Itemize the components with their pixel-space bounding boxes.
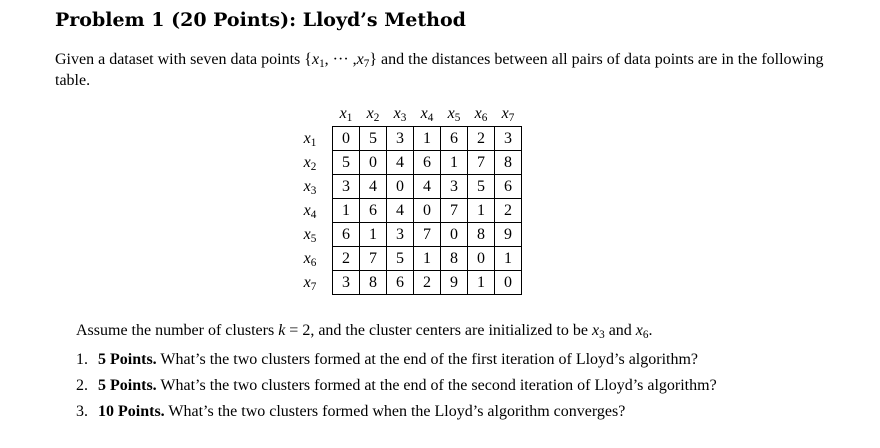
question-number: 2. xyxy=(76,377,88,394)
table-row xyxy=(288,271,522,295)
column-header-sub: 1 xyxy=(346,111,353,124)
set-last-sub: 7 xyxy=(363,57,370,70)
table-cell: 1 xyxy=(333,199,360,223)
column-header xyxy=(360,102,387,127)
question-points: 5 Points. xyxy=(98,351,157,368)
column-header-sub: 4 xyxy=(427,111,434,124)
question-points: 5 Points. xyxy=(98,377,157,394)
row-header-sub: 2 xyxy=(310,160,317,173)
table-cell: 3 xyxy=(333,271,360,295)
row-header-sub: 6 xyxy=(310,256,317,269)
distance-table xyxy=(288,102,522,295)
table-cell: 6 xyxy=(414,151,441,175)
row-header-var: x xyxy=(303,202,311,219)
question-number: 1. xyxy=(76,351,88,368)
table-cell: 0 xyxy=(360,151,387,175)
table-cell: 5 xyxy=(360,127,387,151)
table-cell: 0 xyxy=(414,199,441,223)
table-cell: 0 xyxy=(387,175,414,199)
table-cell: 4 xyxy=(387,151,414,175)
assumption-text-2: = 2, and the cluster centers are initialized to be xyxy=(285,322,592,339)
column-header xyxy=(414,102,441,127)
assumption-text-1: Assume the number of clusters xyxy=(76,322,279,339)
table-cell: 1 xyxy=(414,247,441,271)
table-cell: 6 xyxy=(333,223,360,247)
column-header-sub: 5 xyxy=(454,111,461,124)
column-header xyxy=(468,102,495,127)
table-cell: 7 xyxy=(414,223,441,247)
table-cell: 6 xyxy=(360,199,387,223)
table-cell: 1 xyxy=(414,127,441,151)
table-cell: 4 xyxy=(360,175,387,199)
table-row xyxy=(288,247,522,271)
table-cell: 1 xyxy=(441,151,468,175)
table-cell: 1 xyxy=(360,223,387,247)
assumption-sentence xyxy=(76,322,866,340)
row-header-var: x xyxy=(303,130,311,147)
question-text: What’s the two clusters formed when the Lloyd’s algorithm converges? xyxy=(164,403,626,420)
table-cell: 1 xyxy=(495,247,522,271)
table-cell: 8 xyxy=(360,271,387,295)
question-number: 3. xyxy=(76,403,88,420)
table-corner xyxy=(288,102,333,127)
row-header-sub: 4 xyxy=(310,208,317,221)
table-cell: 5 xyxy=(387,247,414,271)
table-cell: 8 xyxy=(495,151,522,175)
table-cell: 5 xyxy=(468,175,495,199)
row-header xyxy=(288,271,333,295)
row-header xyxy=(288,223,333,247)
table-cell: 1 xyxy=(468,199,495,223)
table-cell: 3 xyxy=(387,223,414,247)
question-text: What’s the two clusters formed at the end of the first iteration of Lloyd’s algorithm? xyxy=(156,351,699,368)
table-cell: 0 xyxy=(495,271,522,295)
column-header-var: x xyxy=(447,105,455,122)
problem-title: Problem 1 (20 Points): Lloyd’s Method xyxy=(55,9,466,31)
center1-sub: 3 xyxy=(599,328,605,341)
table-cell: 4 xyxy=(414,175,441,199)
table-cell: 7 xyxy=(360,247,387,271)
table-cell: 3 xyxy=(495,127,522,151)
table-cell: 9 xyxy=(495,223,522,247)
table-cell: 3 xyxy=(387,127,414,151)
table-row xyxy=(288,199,522,223)
column-header-var: x xyxy=(501,105,509,122)
table-cell: 2 xyxy=(468,127,495,151)
question-list xyxy=(76,347,717,425)
table-cell: 8 xyxy=(441,247,468,271)
column-header-var: x xyxy=(366,105,374,122)
row-header-var: x xyxy=(303,178,311,195)
column-header-var: x xyxy=(339,105,347,122)
table-cell: 3 xyxy=(441,175,468,199)
column-header xyxy=(441,102,468,127)
column-header-sub: 3 xyxy=(400,111,407,124)
table-cell: 2 xyxy=(414,271,441,295)
center2-var: x xyxy=(635,322,643,339)
column-header xyxy=(495,102,522,127)
row-header xyxy=(288,175,333,199)
table-cell: 0 xyxy=(468,247,495,271)
row-header xyxy=(288,199,333,223)
row-header-sub: 3 xyxy=(310,184,317,197)
question-text: What’s the two clusters formed at the end of the second iteration of Lloyd’s algorithm? xyxy=(156,377,717,394)
table-header-row xyxy=(288,102,522,127)
set-first-sub: 1 xyxy=(319,57,325,70)
set-last-var: x xyxy=(356,51,364,68)
column-header-sub: 2 xyxy=(373,111,380,124)
table-cell: 6 xyxy=(387,271,414,295)
table-cell: 3 xyxy=(333,175,360,199)
question-item xyxy=(76,399,717,425)
column-header-sub: 7 xyxy=(508,111,515,124)
table-cell: 6 xyxy=(441,127,468,151)
k-var: k xyxy=(278,322,286,339)
table-cell: 1 xyxy=(468,271,495,295)
question-item xyxy=(76,347,717,373)
row-header-var: x xyxy=(303,226,311,243)
row-header-var: x xyxy=(303,274,311,291)
row-header xyxy=(288,127,333,151)
table-body xyxy=(288,127,522,295)
question-points: 10 Points. xyxy=(98,403,165,420)
table-cell: 9 xyxy=(441,271,468,295)
row-header-var: x xyxy=(303,250,311,267)
row-header-sub: 5 xyxy=(310,232,317,245)
table-cell: 5 xyxy=(333,151,360,175)
table-cell: 8 xyxy=(468,223,495,247)
table-row xyxy=(288,151,522,175)
set-dots: , ··· , xyxy=(324,51,357,68)
assumption-and: and xyxy=(604,322,636,339)
table-row xyxy=(288,175,522,199)
column-header-sub: 6 xyxy=(481,111,488,124)
row-header-sub: 7 xyxy=(310,280,317,293)
question-item xyxy=(76,373,717,399)
intro-text-end: } and the distances between all pairs of data points are in the following table. xyxy=(55,51,824,89)
table-cell: 0 xyxy=(333,127,360,151)
table-cell: 2 xyxy=(495,199,522,223)
row-header xyxy=(288,151,333,175)
column-header xyxy=(333,102,360,127)
table-cell: 6 xyxy=(495,175,522,199)
intro-text-start: Given a dataset with seven data points { xyxy=(55,51,312,68)
row-header xyxy=(288,247,333,271)
intro-paragraph xyxy=(55,49,855,91)
row-header-sub: 1 xyxy=(310,136,317,149)
row-header-var: x xyxy=(303,154,311,171)
column-header-var: x xyxy=(420,105,428,122)
center2-sub: 6 xyxy=(642,328,649,341)
table-cell: 4 xyxy=(387,199,414,223)
set-first-var: x xyxy=(311,51,320,68)
table-cell: 2 xyxy=(333,247,360,271)
table-row xyxy=(288,223,522,247)
column-header-var: x xyxy=(393,105,401,122)
assumption-end: . xyxy=(648,322,653,339)
column-header xyxy=(387,102,414,127)
table-cell: 0 xyxy=(441,223,468,247)
table-cell: 7 xyxy=(441,199,468,223)
table-row xyxy=(288,127,522,151)
center1-var: x xyxy=(591,322,600,339)
column-header-var: x xyxy=(474,105,482,122)
table-cell: 7 xyxy=(468,151,495,175)
